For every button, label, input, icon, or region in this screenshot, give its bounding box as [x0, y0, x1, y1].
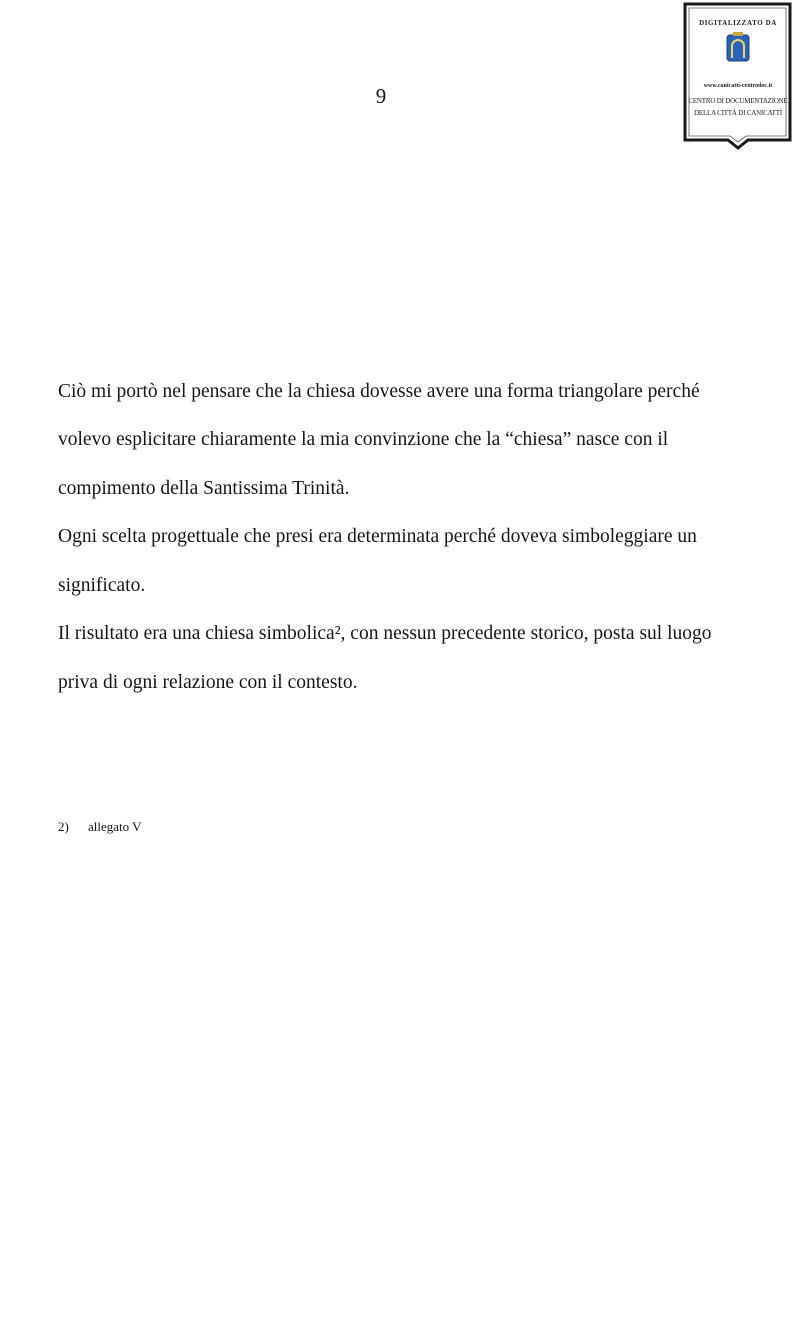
body-line: volevo esplicitare chiaramente la mia convinzione che la “chiesa” nasce con il [58, 429, 669, 450]
body-line: Ogni scelta progettuale che presi era determinata perché doveva simboleggiare un [58, 526, 697, 547]
footnote-text: allegato V [88, 819, 142, 834]
body-line: significato. [58, 575, 146, 596]
body-line: compimento della Santissima Trinità. [58, 478, 350, 499]
stamp-org-line-1: CENTRO DI DOCUMENTAZIONE [688, 97, 788, 105]
body-line: priva di ogni relazione con il contesto. [58, 672, 358, 693]
digitization-stamp [682, 2, 794, 150]
footnote [58, 819, 142, 835]
page-number: 9 [375, 84, 387, 108]
stamp-org-line-2: DELLA CITTÀ DI CANICATTÌ [694, 109, 782, 117]
body-line: Ciò mi portò nel pensare che la chiesa dovesse avere una forma triangolare perché [58, 381, 700, 402]
stamp-url: www.canicatti-centrodoc.it [703, 83, 773, 89]
stamp-header: DIGITALIZZATO DA [699, 19, 777, 27]
footnote-number: 2) [58, 819, 69, 834]
body-line: Il risultato era una chiesa simbolica², con nessun precedente storico, posta sul luogo [58, 623, 712, 644]
city-emblem-icon [727, 32, 749, 61]
